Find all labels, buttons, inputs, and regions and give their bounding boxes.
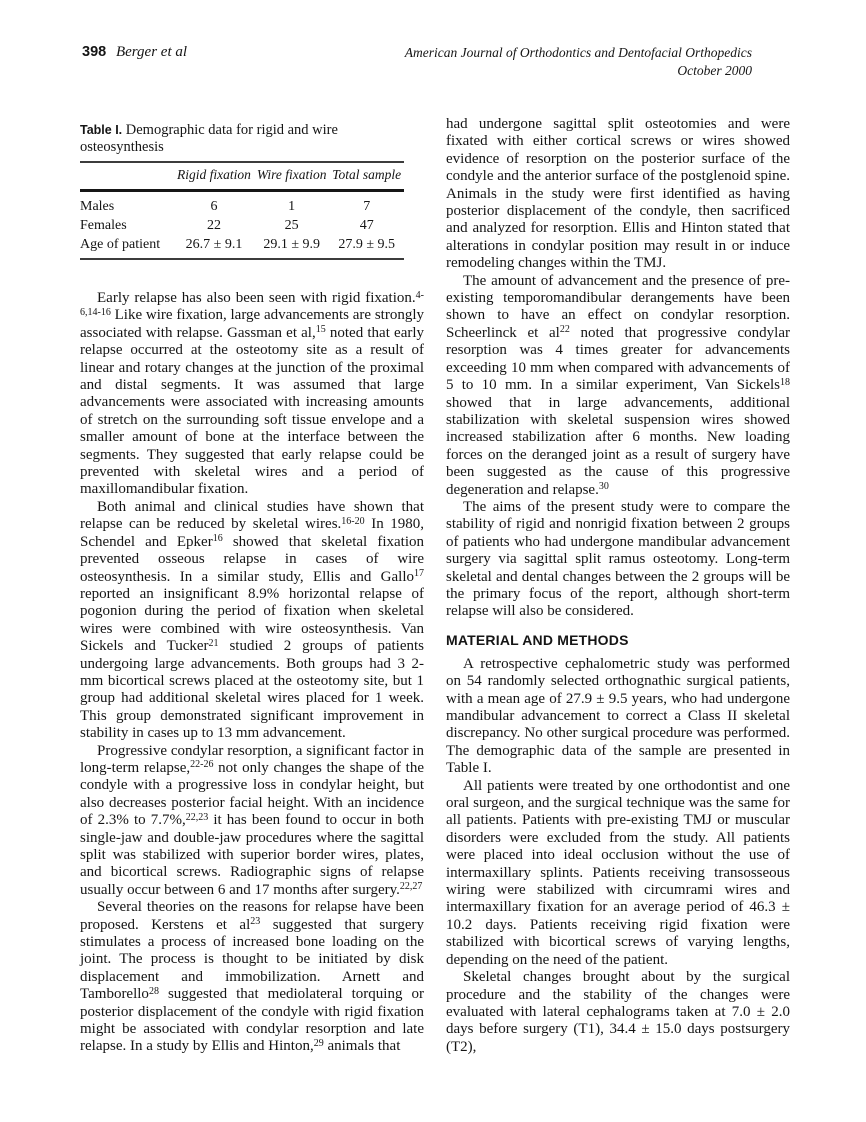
table-1-block [80,122,404,260]
paragraph: Both animal and clinical studies have shown that relapse can be reduced by skeletal wires.$^{16-20}$ In 1980, Schendel and Epker$^{16}$ showed that skeletal fixation prevented osseous relapse in cases of wire osteosynthesis. In a similar study, Ellis and Gallo$^{17}$ reported an insignificant 8.9% horizontal relapse of pogonion during the period of fixation when skeletal wires were combined with wire osteosynthesis. Van Sickels and Tucker$^{21}$ studied 2 groups of patients undergoing large advancements. Both groups had 3 2-mm bicortical screws placed at the osteotomy site, but 1 group had additional skeletal wires placed for 1 week. This group demonstrated significant improvement in stability in cases up to 13 mm advancement. [80,498,424,742]
table-col-rigid: Rigid fixation [174,162,254,191]
paragraph: All patients were treated by one orthodontist and one oral surgeon, and the surgical technique was the same for all patients. Patients with pre-existing TMJ or muscular disorders were excluded from the study. All patients were placed into ideal occlusion without the use of intermaxillary splints. Patients receiving transosseous wiring were stabilized with circumrami wires and intermaxillary fixation for an average period of 46.3 ± 10.2 days. Patients receiving rigid fixation were stabilized with bicortical screws of varying lengths, depending on the need of the patient. [446,777,790,968]
running-header-right [405,44,790,80]
demographics-table [80,161,404,260]
table-1-caption-text: Demographic data for rigid and wire osteosynthesis [80,122,338,155]
section-heading-material-and-methods: MATERIAL AND METHODS [446,631,629,648]
running-header-left [82,44,187,61]
paragraph: Progressive condylar resorption, a significant factor in long-term relapse,$^{22-26}$ not only changes the shape of the condyle with a progressive loss in condylar height, but also decreases posterior facial height. With an incidence of 2.3% to 7.7%,$^{22,23}$ it has been found to occur in both single-jaw and double-jaw procedures where the sagittal split was stabilized with superior border wires, plates, and bicortical screws. Radiographic signs of relapse usually occur between 6 and 17 months after surgery.$^{22,27}$ [80,742,424,898]
page-number: 398 [82,44,107,60]
paragraph: had undergone sagittal split osteotomies and were fixated with either cortical screws or wires showed evidence of resorption on the posterior surface of the condyle and the anterior surface of the postglenoid spine. Animals in the study were first identified as having posterior displacement of the condyle, then sacrificed and analyzed for resorption. Ellis and Hinton stated that alterations in condylar position may result in or induce remodeling changes within the TMJ. [446,116,790,272]
table-col-wire: Wire fixation [254,162,329,191]
paragraph: Skeletal changes brought about by the surgical procedure and the stability of the changes were evaluated with lateral cephalograms taken at 7.0 ± 2.0 days before surgery (T1), 34.4 ± 15.0 days postsurgery (T2), [446,969,790,1055]
table-row-males: Males 6 1 7 [80,199,371,214]
left-column [80,116,424,1056]
running-authors: Berger et al [115,44,188,60]
table-header-row [80,162,404,191]
right-column [446,116,790,1056]
table-col-total: Total sample [329,162,404,191]
table-row-females: Females 22 25 47 [80,218,374,233]
paragraph: The aims of the present study were to compare the stability of rigid and nonrigid fixation between 2 groups of patients who had undergone mandibular advancement surgery via sagittal split ramus osteotomy. Long-term skeletal and dental changes between the 2 groups will be the primary focus of the report, although short-term relapse will also be considered. [446,498,790,620]
journal-name: American Journal of Orthodontics and Dentofacial Orthopedics [404,45,752,60]
issue-date: October 2000 [677,63,752,78]
paragraph: Several theories on the reasons for relapse have been proposed. Kerstens et $al^{23}$ suggested that surgery stimulates a process of increased bone loading on the joint. The process is thought to be initiated by disk displacement and immobilization. Arnett and Tamborello$^{28}$ suggested that mediolateral torquing or posterior displacement of the condyle with rigid fixation might be associated with condylar resorption and late relapse. In a study by Ellis and Hinton,$^{29}$ animals that [80,899,424,1055]
table-1-caption [80,122,404,156]
table-header-stub [80,162,174,191]
running-header [82,44,790,80]
paragraph: The amount of advancement and the presence of pre-existing temporomandibular derangements have been shown to have an effect on condylar resorption. Scheerlinck et $al^{22}$ noted that progressive condylar resorption was 4 times greater for advancements exceeding 10 mm when compared with advancements of 5 to 10 mm. In a similar experiment, Van Sickels$^{18}$ showed that in large advancements, additional stabilization with skeletal suspension wires showed increased stabilization after 6 months. New loading forces on the deranged joint as a result of surgery have been suggested as the cause of this progressive degeneration and relapse.$^{30}$ [446,272,790,498]
table-1-label: Table I. [80,123,123,137]
paragraph: A retrospective cephalometric study was performed on 54 randomly selected orthognathic surgical patients, with a mean age of 27.9 ± 9.5 years, who had undergone mandibular advancement to correct a Class II skeletal discrepancy. No other surgical procedure was performed. The demographic data of the sample are presented in Table I. [446,655,790,777]
table-row-age: Age of patient 26.7 ± 9.1 29.1 ± 9.9 27.9 ± 9.5 [80,236,404,260]
body-columns [80,116,790,1056]
paragraph: Early relapse has also been seen with rigid fixation.$^{4-6,14-16}$ Like wire fixation, large advancements are strongly associated with relapse. Gassman et al,$^{15}$ noted that early relapse occurred at the osteotomy site as a result of linear and rotary changes at the junction of the proximal and distal segments. It was assumed that large advancements were associated with increasing amounts of stretch on the surrounding soft tissue envelope and a smaller amount of bone at the interface between the segments. They suggested that early relapse could be prevented with skeletal wires and a period of maxillomandibular fixation. [80,289,425,498]
